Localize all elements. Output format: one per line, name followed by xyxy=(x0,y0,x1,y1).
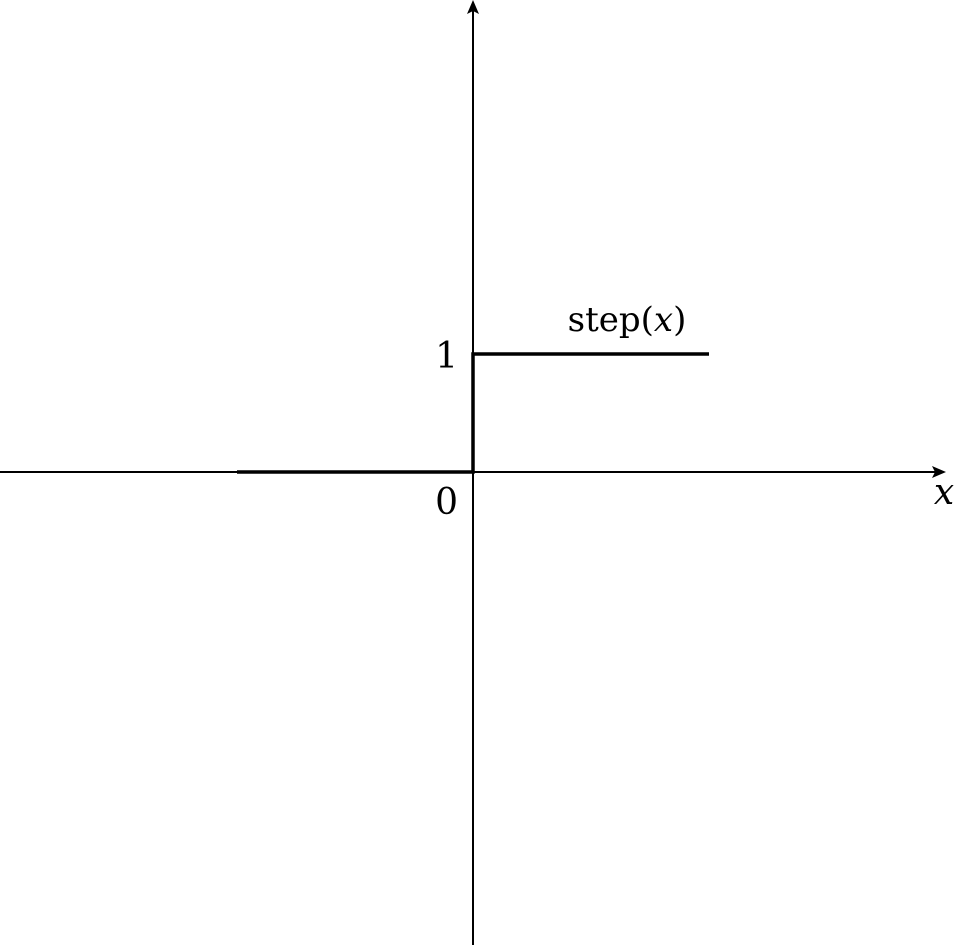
series-label xyxy=(568,300,687,340)
series-label-suffix: ) xyxy=(673,300,687,340)
x-axis-label: x xyxy=(933,472,955,513)
y-tick-label-1: 1 xyxy=(435,336,458,377)
step-series-line xyxy=(237,354,709,472)
series-label-prefix: step( xyxy=(567,300,654,340)
x-tick-label-0: 0 xyxy=(435,482,458,523)
series-label-variable: x xyxy=(653,300,674,340)
